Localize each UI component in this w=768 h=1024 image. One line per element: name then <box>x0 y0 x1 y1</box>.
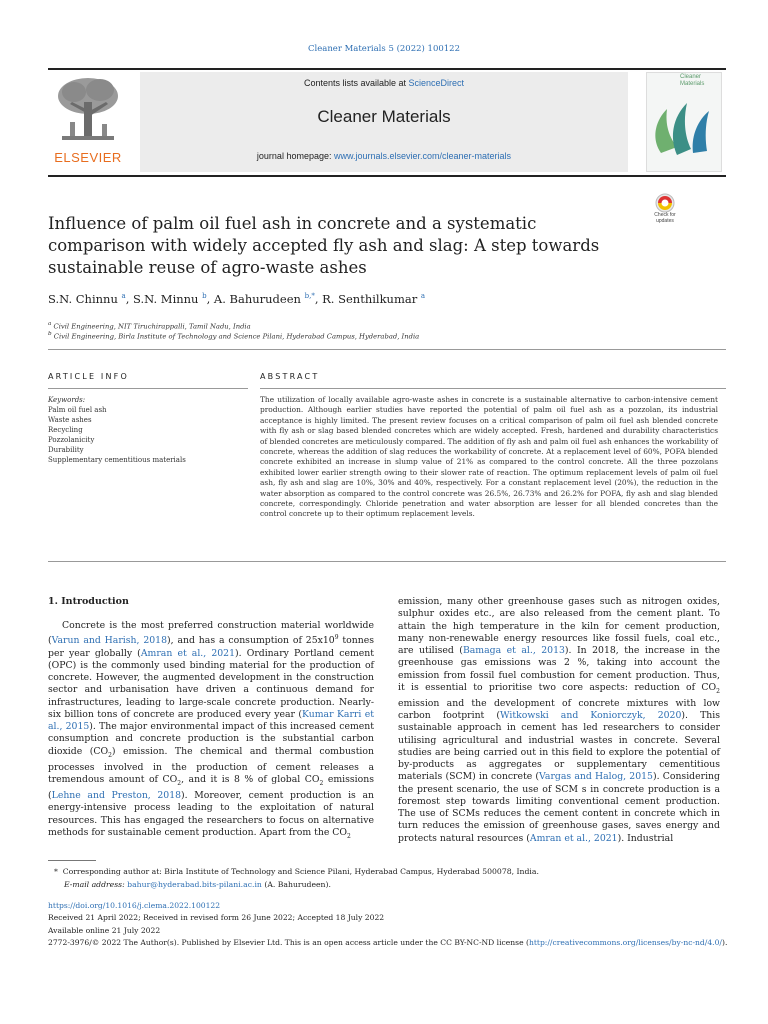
email-link[interactable]: bahur@hyderabad.bits-pilani.ac.in <box>127 879 262 889</box>
received-dates: Received 21 April 2022; Received in revised form 26 June 2022; Accepted 18 July 2022 <box>48 913 385 923</box>
keyword: Pozzolanicity <box>48 436 95 444</box>
affiliation-mark[interactable]: b,* <box>304 292 315 301</box>
affiliation-mark: b <box>48 331 52 337</box>
citation-link[interactable]: Kumar Karri et al., 2015 <box>48 708 374 733</box>
author-name[interactable]: S.N. Chinnu <box>48 292 118 306</box>
corresponding-text: Corresponding author at: Birla Institute of Technology and Science Pilani, Hyderabad Campus, Hyderabad 500078, India. <box>62 867 539 876</box>
paragraph: emission, many other greenhouse gases such as nitrogen oxides, sulphur oxides etc., are also released from the cement plant. To attain the high temperature in the kiln for cement production, many non-renewable energy resources like fossil fuels, coal etc., are utilised (Bamaga et al., 2013). In 2018, the increase in the greenhouse gas emissions was 2 %, taking into account the emission from fossil fuel combustion for cement production. Thus, it is essential to prioritise two core aspects: reduction of $CO_2$ emission and the development of concrete mixtures with low carbon footprint (Witkowski and Koniorczyk, 2020). This sustainable approach in cement has led researchers to consider utilising agricultural and industrial wastes in concrete. Several studies are being carried out in this field to explore the potential of by-products as aggregates or supplementary cementitious materials (SCM) in concrete (Vargas and Halog, 2015). Considering the present scenario, the use of SCM s in concrete production is a foremost step towards limiting conventional cement production. The use of SCMs reduces the cement content in concrete which in turn reduces the emission of greenhouse gases, saves energy and protects natural resources (Amran et al., 2021). Industrial <box>398 596 721 844</box>
doi-link[interactable]: https://doi.org/10.1016/j.clema.2022.100122 <box>48 901 221 910</box>
divider <box>260 388 726 389</box>
citation-link[interactable]: Lehne and Preston, 2018 <box>51 790 182 802</box>
license-suffix: ). <box>722 938 728 948</box>
journal-reference[interactable]: Cleaner Materials 5 (2022) 100122 <box>308 44 460 54</box>
keyword: Supplementary cementitious materials <box>48 456 186 464</box>
email-line <box>54 879 714 892</box>
footnote-marker: * <box>54 867 58 876</box>
affiliation-mark: a <box>48 321 52 327</box>
keyword: Recycling <box>48 426 83 434</box>
footnote-rule <box>48 860 96 861</box>
superscript: 9 <box>334 634 339 642</box>
divider <box>48 388 248 389</box>
header-rule-bottom <box>48 175 726 177</box>
article-info-heading: ARTICLE INFO <box>48 372 129 381</box>
affiliation-mark[interactable]: a <box>420 292 426 301</box>
keywords-block <box>48 395 248 465</box>
body-column-right <box>398 596 720 845</box>
cover-title: Cleaner Materials <box>680 74 705 87</box>
citation-link[interactable]: Amran et al., 2021 <box>140 647 235 659</box>
license-line <box>48 937 728 949</box>
license-text: 2772-3976/© 2022 The Author(s). Published by Elsevier Ltd. This is an open access article under the CC BY-NC-ND license ( <box>48 938 529 948</box>
homepage-link[interactable]: www.journals.elsevier.com/cleaner-materials <box>333 151 512 161</box>
footnote <box>54 866 714 891</box>
affiliation-text: Civil Engineering, NIT Tiruchirappalli, Tamil Nadu, India <box>53 322 251 331</box>
subscript: 2 <box>177 779 182 787</box>
author-name[interactable]: A. Bahurudeen <box>213 292 301 306</box>
affiliation-mark[interactable]: b <box>202 292 207 301</box>
citation-link[interactable]: Witkowski and Koniorczyk, 2020 <box>500 710 682 722</box>
header-rule-top <box>48 68 726 70</box>
email-label: E-mail address: <box>64 879 128 889</box>
publication-metadata <box>48 900 728 950</box>
keyword: Palm oil fuel ash <box>48 406 107 414</box>
abstract-text: The utilization of locally available agro-waste ashes in concrete is a sustainable alternative to carbon-intensive cement production. Although earlier studies have reported the potential of palm oil fuel ash as a pozzolan, its industrial acceptance is highly limited. The present review focuses on a critical comparison of palm oil fuel ash blended concrete with fly ash or slag based blended concretes which are widely accepted. Fresh, hardened and durability characteristics of blended concretes are meticulously compared. The addition of fly ash and palm oil fuel ash enhances the workability of concrete, whereas the addition of slag reduces the workability of concrete. At a replacement level of 60%, POFA blended concrete exhibited an increase in slump value of 21% as compared to the control concrete. All the three pozzolans exhibited lower earlier strength owing to their slower rate of reaction. The optimum replacement levels of palm oil fuel ash, fly ash and slag are 10%, 30% and 40%, respectively. For a constant replacement level (20%), the reduction in the water absorption as compared to the control concrete was 26.5%, 26.73% and 26.2% for POFA, fly ash and slag blended concrete, correspondingly. Chloride penetration and water absorption are lesser for all blended concretes than the control concrete up to their optimum replacement levels. <box>260 395 718 519</box>
section-heading-introduction: 1. Introduction <box>48 596 129 607</box>
author-name[interactable]: S.N. Minnu <box>133 292 199 306</box>
homepage-line <box>140 151 628 161</box>
contents-line <box>140 78 628 88</box>
divider <box>48 349 726 350</box>
corresponding-author-note <box>54 866 714 879</box>
email-suffix: (A. Bahurudeen). <box>261 879 331 889</box>
contents-prefix: Contents lists available at <box>303 78 409 88</box>
author-list: S.N. Chinnu $^a$, S.N. Minnu $^b$, A. Bahurudeen $^{b,*}$, R. Senthilkumar $^a$ <box>48 292 426 306</box>
author-name[interactable]: R. Senthilkumar <box>322 292 418 306</box>
license-link[interactable]: http://creativecommons.org/licenses/by-nc-nd/4.0/ <box>528 938 722 948</box>
elsevier-wordmark: ELSEVIER <box>54 150 122 165</box>
divider <box>48 561 726 562</box>
citation-link[interactable]: Varun and Harish, 2018 <box>51 635 167 647</box>
check-for-updates-label: Check for updates <box>654 212 676 224</box>
affiliation-mark[interactable]: a <box>121 292 126 301</box>
abstract-heading: ABSTRACT <box>260 372 320 381</box>
body-column-left <box>48 620 374 843</box>
keywords-label: Keywords: <box>48 396 86 404</box>
subscript: 2 <box>716 687 720 695</box>
homepage-prefix: journal homepage: <box>256 151 334 161</box>
subscript: 2 <box>347 832 351 840</box>
available-online: Available online 21 July 2022 <box>48 925 161 935</box>
keyword: Durability <box>48 446 84 454</box>
keyword: Waste ashes <box>48 416 92 424</box>
affiliation-text: Civil Engineering, Birla Institute of Technology and Science Pilani, Hyderabad Campus, Hyderabad, India <box>53 332 420 341</box>
citation-link[interactable]: Bamaga et al., 2013 <box>462 645 565 656</box>
journal-name: Cleaner Materials <box>317 107 451 126</box>
paragraph: Concrete is the most preferred construction material worldwide (Varun and Harish, 2018), and has a consumption of $25x10^9$ tonnes per year globally (Amran et al., 2021). Ordinary Portland cement (OPC) is the commonly used binding material for the production of concrete. However, the augmented development in the construction sector and urbanisation have driven a continuous demand for infrastructures, leading to large-scale concrete production. Nearly-six billion tons of concrete are produced every year (Kumar Karri et al., 2015). The major environmental impact of this increased cement consumption and concrete production is the substantial carbon dioxide $(CO_2)$ emission. The chemical and thermal combustion processes involved in the production of cement releases a tremendous amount of $CO_2$, and it is 8 % of global $CO_2$ emissions (Lehne and Preston, 2018). Moreover, cement production is an energy-intensive process leading to the exploitation of natural resources. This has engaged the researchers to focus on alternative methods for sustainable cement production. Apart from the $CO_2$ <box>48 620 374 840</box>
subscript: 2 <box>108 751 112 759</box>
citation-link[interactable]: Vargas and Halog, 2015 <box>539 771 653 783</box>
sciencedirect-link[interactable]: ScienceDirect <box>408 78 465 88</box>
affiliation <box>48 331 648 340</box>
citation-link[interactable]: Amran et al., 2021 <box>529 832 618 844</box>
affiliation <box>48 321 648 330</box>
article-title: Influence of palm oil fuel ash in concrete and a systematic comparison with widely accepted fly ash and slag: A step towards sustainable reuse of agro-waste ashes <box>48 214 600 277</box>
subscript: 2 <box>319 779 324 787</box>
